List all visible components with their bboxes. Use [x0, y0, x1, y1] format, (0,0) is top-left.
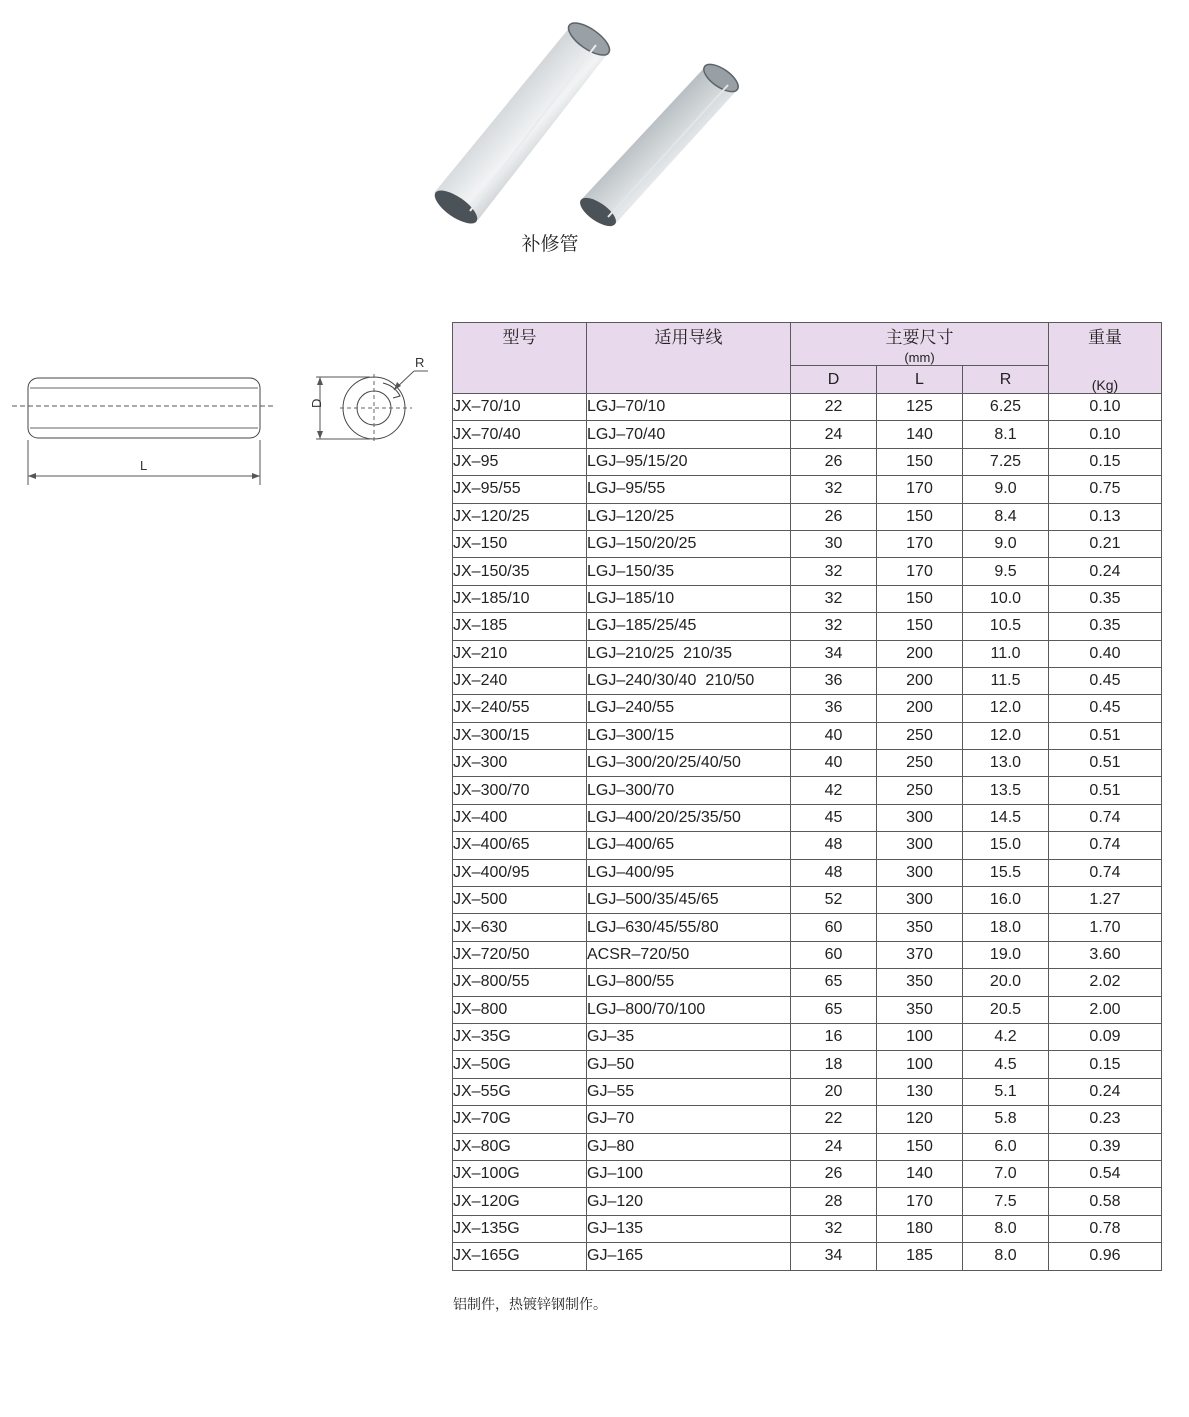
- cell-r: 7.25: [963, 448, 1049, 475]
- table-row: [453, 722, 1162, 749]
- table-row: [453, 394, 1162, 421]
- cell-l: 200: [877, 640, 963, 667]
- cell-weight: 2.00: [1049, 996, 1162, 1023]
- cell-d: 22: [791, 394, 877, 421]
- cell-l: 350: [877, 914, 963, 941]
- cell-r: 18.0: [963, 914, 1049, 941]
- cell-d: 24: [791, 1133, 877, 1160]
- cell-model: JX–300: [453, 750, 587, 777]
- material-note: 铝制件，热镀锌钢制作。: [453, 1296, 607, 1312]
- cell-d: 32: [791, 585, 877, 612]
- cell-model: JX–100G: [453, 1160, 587, 1187]
- table-row: [453, 613, 1162, 640]
- table-row: [453, 667, 1162, 694]
- cell-model: JX–800: [453, 996, 587, 1023]
- cell-d: 52: [791, 887, 877, 914]
- cell-weight: 0.15: [1049, 1051, 1162, 1078]
- cell-r: 10.0: [963, 585, 1049, 612]
- cell-d: 26: [791, 503, 877, 530]
- sleeve-small-icon: [576, 59, 743, 230]
- cell-weight: 0.09: [1049, 1023, 1162, 1050]
- cell-model: JX–135G: [453, 1215, 587, 1242]
- cell-r: 4.5: [963, 1051, 1049, 1078]
- cell-model: JX–165G: [453, 1243, 587, 1270]
- cell-d: 16: [791, 1023, 877, 1050]
- cell-r: 8.4: [963, 503, 1049, 530]
- header-l: L: [877, 366, 963, 394]
- cell-r: 9.5: [963, 558, 1049, 585]
- cell-wire: LGJ–800/70/100: [587, 996, 791, 1023]
- cell-r: 13.5: [963, 777, 1049, 804]
- cell-model: JX–240: [453, 667, 587, 694]
- cell-d: 32: [791, 476, 877, 503]
- cell-wire: LGJ–300/20/25/40/50: [587, 750, 791, 777]
- table-row: [453, 777, 1162, 804]
- table-row: [453, 969, 1162, 996]
- table-row: [453, 421, 1162, 448]
- cell-d: 30: [791, 530, 877, 557]
- side-view-drawing: [10, 370, 280, 490]
- cell-model: JX–400: [453, 804, 587, 831]
- cell-d: 22: [791, 1106, 877, 1133]
- table-row: [453, 1215, 1162, 1242]
- cell-r: 5.8: [963, 1106, 1049, 1133]
- end-view-drawing: [300, 350, 435, 450]
- cell-weight: 0.51: [1049, 777, 1162, 804]
- cell-l: 350: [877, 969, 963, 996]
- cell-d: 20: [791, 1078, 877, 1105]
- cell-d: 48: [791, 832, 877, 859]
- cell-wire: LGJ–185/10: [587, 585, 791, 612]
- cell-l: 170: [877, 530, 963, 557]
- cell-weight: 0.21: [1049, 530, 1162, 557]
- cell-wire: LGJ–400/20/25/35/50: [587, 804, 791, 831]
- cell-model: JX–720/50: [453, 941, 587, 968]
- cell-model: JX–630: [453, 914, 587, 941]
- cell-model: JX–240/55: [453, 695, 587, 722]
- cell-wire: GJ–55: [587, 1078, 791, 1105]
- cell-l: 300: [877, 859, 963, 886]
- cell-wire: GJ–80: [587, 1133, 791, 1160]
- cell-weight: 0.45: [1049, 695, 1162, 722]
- cell-weight: 0.15: [1049, 448, 1162, 475]
- cell-wire: LGJ–240/55: [587, 695, 791, 722]
- cell-wire: LGJ–300/15: [587, 722, 791, 749]
- cell-d: 36: [791, 695, 877, 722]
- cell-d: 34: [791, 1243, 877, 1270]
- cell-r: 19.0: [963, 941, 1049, 968]
- cell-weight: 0.74: [1049, 804, 1162, 831]
- cell-model: JX–500: [453, 887, 587, 914]
- cell-wire: GJ–100: [587, 1160, 791, 1187]
- cell-l: 250: [877, 722, 963, 749]
- cell-l: 185: [877, 1243, 963, 1270]
- cell-d: 60: [791, 941, 877, 968]
- table-row: [453, 503, 1162, 530]
- cell-wire: LGJ–185/25/45: [587, 613, 791, 640]
- radius-label: R: [415, 355, 425, 370]
- cell-d: 26: [791, 448, 877, 475]
- table-row: [453, 1188, 1162, 1215]
- cell-l: 200: [877, 667, 963, 694]
- cell-d: 18: [791, 1051, 877, 1078]
- cell-l: 150: [877, 448, 963, 475]
- cell-model: JX–300/15: [453, 722, 587, 749]
- cell-weight: 1.70: [1049, 914, 1162, 941]
- cell-weight: 0.74: [1049, 832, 1162, 859]
- cell-wire: LGJ–150/35: [587, 558, 791, 585]
- cell-wire: GJ–50: [587, 1051, 791, 1078]
- cell-l: 140: [877, 421, 963, 448]
- cell-model: JX–70/40: [453, 421, 587, 448]
- cell-wire: LGJ–95/55: [587, 476, 791, 503]
- cell-l: 150: [877, 503, 963, 530]
- diameter-label: D: [309, 398, 324, 408]
- cell-weight: 0.78: [1049, 1215, 1162, 1242]
- cell-l: 250: [877, 777, 963, 804]
- table-row: [453, 1023, 1162, 1050]
- cell-weight: 0.24: [1049, 558, 1162, 585]
- cell-wire: GJ–120: [587, 1188, 791, 1215]
- table-row: [453, 887, 1162, 914]
- header-weight: [1049, 323, 1162, 394]
- cell-l: 350: [877, 996, 963, 1023]
- cell-r: 7.5: [963, 1188, 1049, 1215]
- cell-model: JX–185/10: [453, 585, 587, 612]
- cell-d: 40: [791, 750, 877, 777]
- cell-weight: 0.35: [1049, 585, 1162, 612]
- cell-r: 14.5: [963, 804, 1049, 831]
- cell-l: 150: [877, 585, 963, 612]
- table-row: [453, 1160, 1162, 1187]
- table-row: [453, 585, 1162, 612]
- cell-model: JX–50G: [453, 1051, 587, 1078]
- cell-weight: 0.96: [1049, 1243, 1162, 1270]
- table-row: [453, 750, 1162, 777]
- cell-model: JX–800/55: [453, 969, 587, 996]
- cell-r: 8.1: [963, 421, 1049, 448]
- cell-weight: 0.13: [1049, 503, 1162, 530]
- cell-d: 34: [791, 640, 877, 667]
- cell-l: 100: [877, 1023, 963, 1050]
- cell-wire: LGJ–630/45/55/80: [587, 914, 791, 941]
- cell-model: JX–35G: [453, 1023, 587, 1050]
- cell-r: 8.0: [963, 1215, 1049, 1242]
- cell-r: 12.0: [963, 722, 1049, 749]
- cell-d: 40: [791, 722, 877, 749]
- cell-wire: LGJ–240/30/40 210/50: [587, 667, 791, 694]
- cell-model: JX–95: [453, 448, 587, 475]
- cell-model: JX–70/10: [453, 394, 587, 421]
- spec-table: [452, 322, 1162, 1271]
- header-weight-label: 重量: [1088, 328, 1122, 347]
- header-r: R: [963, 366, 1049, 394]
- cell-model: JX–400/65: [453, 832, 587, 859]
- table-row: [453, 1078, 1162, 1105]
- cell-d: 32: [791, 613, 877, 640]
- table-row: [453, 476, 1162, 503]
- cell-wire: GJ–165: [587, 1243, 791, 1270]
- cell-weight: 1.27: [1049, 887, 1162, 914]
- cell-weight: 0.10: [1049, 394, 1162, 421]
- cell-r: 11.0: [963, 640, 1049, 667]
- cell-l: 180: [877, 1215, 963, 1242]
- cell-d: 60: [791, 914, 877, 941]
- cell-wire: GJ–135: [587, 1215, 791, 1242]
- cell-r: 6.0: [963, 1133, 1049, 1160]
- cell-l: 200: [877, 695, 963, 722]
- cell-l: 150: [877, 613, 963, 640]
- cell-weight: 0.10: [1049, 421, 1162, 448]
- cell-wire: LGJ–400/65: [587, 832, 791, 859]
- header-model: 型号: [453, 323, 587, 394]
- cell-r: 10.5: [963, 613, 1049, 640]
- cell-l: 300: [877, 887, 963, 914]
- table-row: [453, 1106, 1162, 1133]
- cell-wire: LGJ–210/25 210/35: [587, 640, 791, 667]
- table-row: [453, 1133, 1162, 1160]
- cell-r: 15.0: [963, 832, 1049, 859]
- cell-wire: GJ–70: [587, 1106, 791, 1133]
- header-dimensions: [791, 323, 1049, 366]
- cell-model: JX–120G: [453, 1188, 587, 1215]
- cell-model: JX–55G: [453, 1078, 587, 1105]
- cell-wire: LGJ–300/70: [587, 777, 791, 804]
- cell-r: 15.5: [963, 859, 1049, 886]
- cell-r: 4.2: [963, 1023, 1049, 1050]
- table-row: [453, 1051, 1162, 1078]
- cell-r: 11.5: [963, 667, 1049, 694]
- spec-table-body: [453, 394, 1162, 1271]
- cell-d: 65: [791, 969, 877, 996]
- cell-wire: ACSR–720/50: [587, 941, 791, 968]
- cell-l: 170: [877, 558, 963, 585]
- cell-d: 24: [791, 421, 877, 448]
- cell-model: JX–400/95: [453, 859, 587, 886]
- cell-weight: 0.39: [1049, 1133, 1162, 1160]
- cell-model: JX–80G: [453, 1133, 587, 1160]
- cell-d: 48: [791, 859, 877, 886]
- cell-d: 65: [791, 996, 877, 1023]
- cell-model: JX–120/25: [453, 503, 587, 530]
- cell-r: 20.5: [963, 996, 1049, 1023]
- cell-d: 42: [791, 777, 877, 804]
- cell-l: 300: [877, 832, 963, 859]
- cell-model: JX–70G: [453, 1106, 587, 1133]
- table-row: [453, 448, 1162, 475]
- table-row: [453, 804, 1162, 831]
- cell-r: 20.0: [963, 969, 1049, 996]
- cell-wire: LGJ–70/10: [587, 394, 791, 421]
- cell-l: 370: [877, 941, 963, 968]
- cell-model: JX–95/55: [453, 476, 587, 503]
- cell-model: JX–185: [453, 613, 587, 640]
- table-row: [453, 530, 1162, 557]
- cell-weight: 0.35: [1049, 613, 1162, 640]
- cell-weight: 0.75: [1049, 476, 1162, 503]
- header-d: D: [791, 366, 877, 394]
- header-dimensions-label: 主要尺寸: [885, 328, 954, 347]
- cell-r: 9.0: [963, 530, 1049, 557]
- cell-l: 100: [877, 1051, 963, 1078]
- cell-l: 140: [877, 1160, 963, 1187]
- cell-l: 300: [877, 804, 963, 831]
- cell-d: 32: [791, 558, 877, 585]
- cell-r: 8.0: [963, 1243, 1049, 1270]
- cell-weight: 0.45: [1049, 667, 1162, 694]
- cell-model: JX–150/35: [453, 558, 587, 585]
- cell-r: 13.0: [963, 750, 1049, 777]
- cell-wire: LGJ–120/25: [587, 503, 791, 530]
- table-row: [453, 695, 1162, 722]
- cell-l: 125: [877, 394, 963, 421]
- cell-r: 16.0: [963, 887, 1049, 914]
- cell-weight: 0.23: [1049, 1106, 1162, 1133]
- header-wire: 适用导线: [587, 323, 791, 394]
- cell-r: 9.0: [963, 476, 1049, 503]
- table-row: [453, 1243, 1162, 1270]
- cell-weight: 0.24: [1049, 1078, 1162, 1105]
- cell-weight: 0.54: [1049, 1160, 1162, 1187]
- length-label: L: [140, 458, 148, 473]
- cell-wire: LGJ–70/40: [587, 421, 791, 448]
- cell-l: 170: [877, 1188, 963, 1215]
- table-row: [453, 941, 1162, 968]
- table-row: [453, 996, 1162, 1023]
- header-dimensions-unit: (mm): [904, 350, 935, 365]
- cell-wire: GJ–35: [587, 1023, 791, 1050]
- cell-l: 150: [877, 1133, 963, 1160]
- cell-weight: 0.58: [1049, 1188, 1162, 1215]
- cell-weight: 0.40: [1049, 640, 1162, 667]
- photo-caption: 补修管: [521, 234, 579, 255]
- cell-model: JX–300/70: [453, 777, 587, 804]
- cell-weight: 0.51: [1049, 750, 1162, 777]
- cell-wire: LGJ–500/35/45/65: [587, 887, 791, 914]
- cell-wire: LGJ–800/55: [587, 969, 791, 996]
- cell-r: 5.1: [963, 1078, 1049, 1105]
- cell-wire: LGJ–95/15/20: [587, 448, 791, 475]
- cell-weight: 2.02: [1049, 969, 1162, 996]
- header-weight-unit: (Kg): [1091, 377, 1119, 393]
- cell-l: 170: [877, 476, 963, 503]
- product-photo: [420, 15, 750, 230]
- cell-weight: 0.51: [1049, 722, 1162, 749]
- table-row: [453, 832, 1162, 859]
- cell-wire: LGJ–400/95: [587, 859, 791, 886]
- cell-weight: 0.74: [1049, 859, 1162, 886]
- cell-model: JX–210: [453, 640, 587, 667]
- cell-r: 12.0: [963, 695, 1049, 722]
- table-row: [453, 640, 1162, 667]
- cell-model: JX–150: [453, 530, 587, 557]
- cell-d: 26: [791, 1160, 877, 1187]
- cell-d: 28: [791, 1188, 877, 1215]
- cell-l: 130: [877, 1078, 963, 1105]
- cell-wire: LGJ–150/20/25: [587, 530, 791, 557]
- cell-d: 36: [791, 667, 877, 694]
- cell-weight: 3.60: [1049, 941, 1162, 968]
- cell-r: 7.0: [963, 1160, 1049, 1187]
- cell-d: 45: [791, 804, 877, 831]
- cell-l: 250: [877, 750, 963, 777]
- table-row: [453, 859, 1162, 886]
- cell-l: 120: [877, 1106, 963, 1133]
- cell-r: 6.25: [963, 394, 1049, 421]
- table-row: [453, 558, 1162, 585]
- table-row: [453, 914, 1162, 941]
- cell-d: 32: [791, 1215, 877, 1242]
